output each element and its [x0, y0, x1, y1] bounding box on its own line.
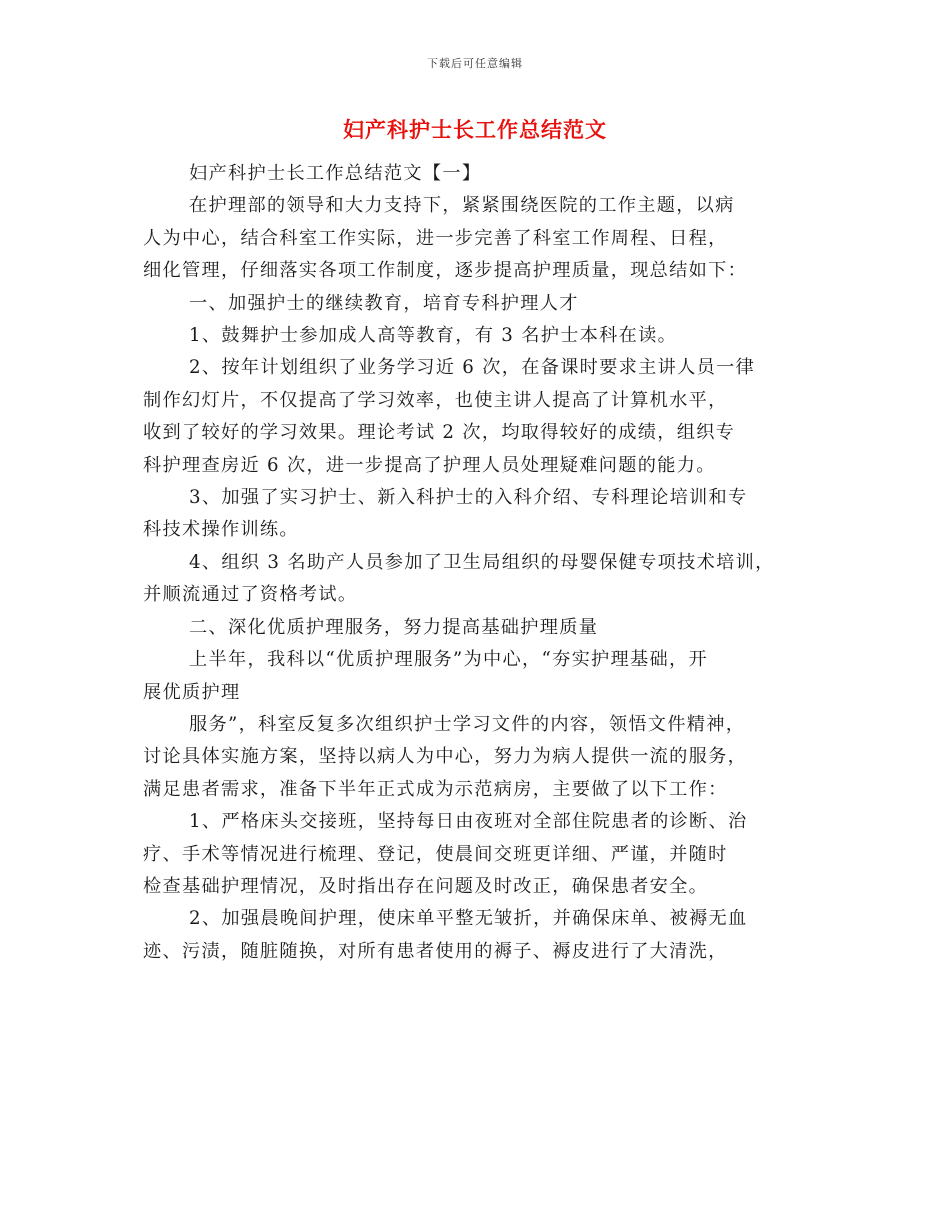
- text-line: 制作幻灯片，不仅提高了学习效率，也使主讲人提高了计算机水平，: [143, 389, 728, 411]
- text-line: 科护理查房近 6 次，进一步提高了护理人员处理疑难问题的能力。: [143, 454, 716, 476]
- text-line: 疗、手术等情况进行梳理、登记，使晨间交班更详细、严谨，并随时: [143, 843, 728, 865]
- text-line: 一、加强护士的继续教育，培育专科护理人才: [189, 292, 579, 314]
- text-line: 1、严格床头交接班，坚持每日由夜班对全部住院患者的诊断、治: [189, 811, 748, 833]
- text-line: 检查基础护理情况，及时指出存在问题及时改正，确保患者安全。: [143, 875, 709, 897]
- text-line: 人为中心，结合科室工作实际，进一步完善了科室工作周程、日程，: [143, 227, 728, 249]
- text-line: 收到了较好的学习效果。理论考试 2 次，均取得较好的成绩，组织专: [143, 422, 736, 444]
- text-line: 科技术操作训练。: [143, 519, 299, 541]
- page-header: 下载后可任意编辑: [427, 57, 523, 70]
- text-line: 2、按年计划组织了业务学习近 6 次，在备课时要求主讲人员一律: [189, 357, 756, 379]
- text-line: 4、组织 3 名助产人员参加了卫生局组织的母婴保健专项技术培训，: [189, 551, 775, 573]
- text-line: 迹、污渍，随脏随换，对所有患者使用的褥子、褥皮进行了大清洗，: [143, 940, 728, 962]
- text-line: 细化管理，仔细落实各项工作制度，逐步提高护理质量，现总结如下：: [143, 260, 748, 282]
- text-line: 1、鼓舞护士参加成人高等教育，有 3 名护士本科在读。: [189, 325, 678, 347]
- text-line: 展优质护理: [143, 681, 241, 703]
- document-title: 妇产科护士长工作总结范文: [343, 118, 607, 142]
- text-line: 妇产科护士长工作总结范文【一】: [189, 163, 482, 184]
- text-line: 满足患者需求，准备下半年正式成为示范病房，主要做了以下工作：: [143, 778, 728, 800]
- text-line: 3、加强了实习护士、新入科护士的入科介绍、专科理论培训和专: [189, 487, 748, 509]
- text-line: 服务”，科室反复多次组织护士学习文件的内容，领悟文件精神，: [189, 713, 746, 735]
- text-line: 上半年，我科以“优质护理服务”为中心，“夯实护理基础，开: [189, 649, 708, 671]
- document-body: [143, 158, 813, 968]
- text-line: 2、加强晨晚间护理，使床单平整无皱折，并确保床单、被褥无血: [189, 908, 748, 930]
- text-line: 在护理部的领导和大力支持下，紧紧围绕医院的工作主题，以病: [189, 195, 735, 217]
- text-line: 讨论具体实施方案，坚持以病人为中心，努力为病人提供一流的服务，: [143, 746, 748, 768]
- text-line: 并顺流通过了资格考试。: [143, 584, 358, 606]
- text-line: 二、深化优质护理服务，努力提高基础护理质量: [189, 616, 599, 638]
